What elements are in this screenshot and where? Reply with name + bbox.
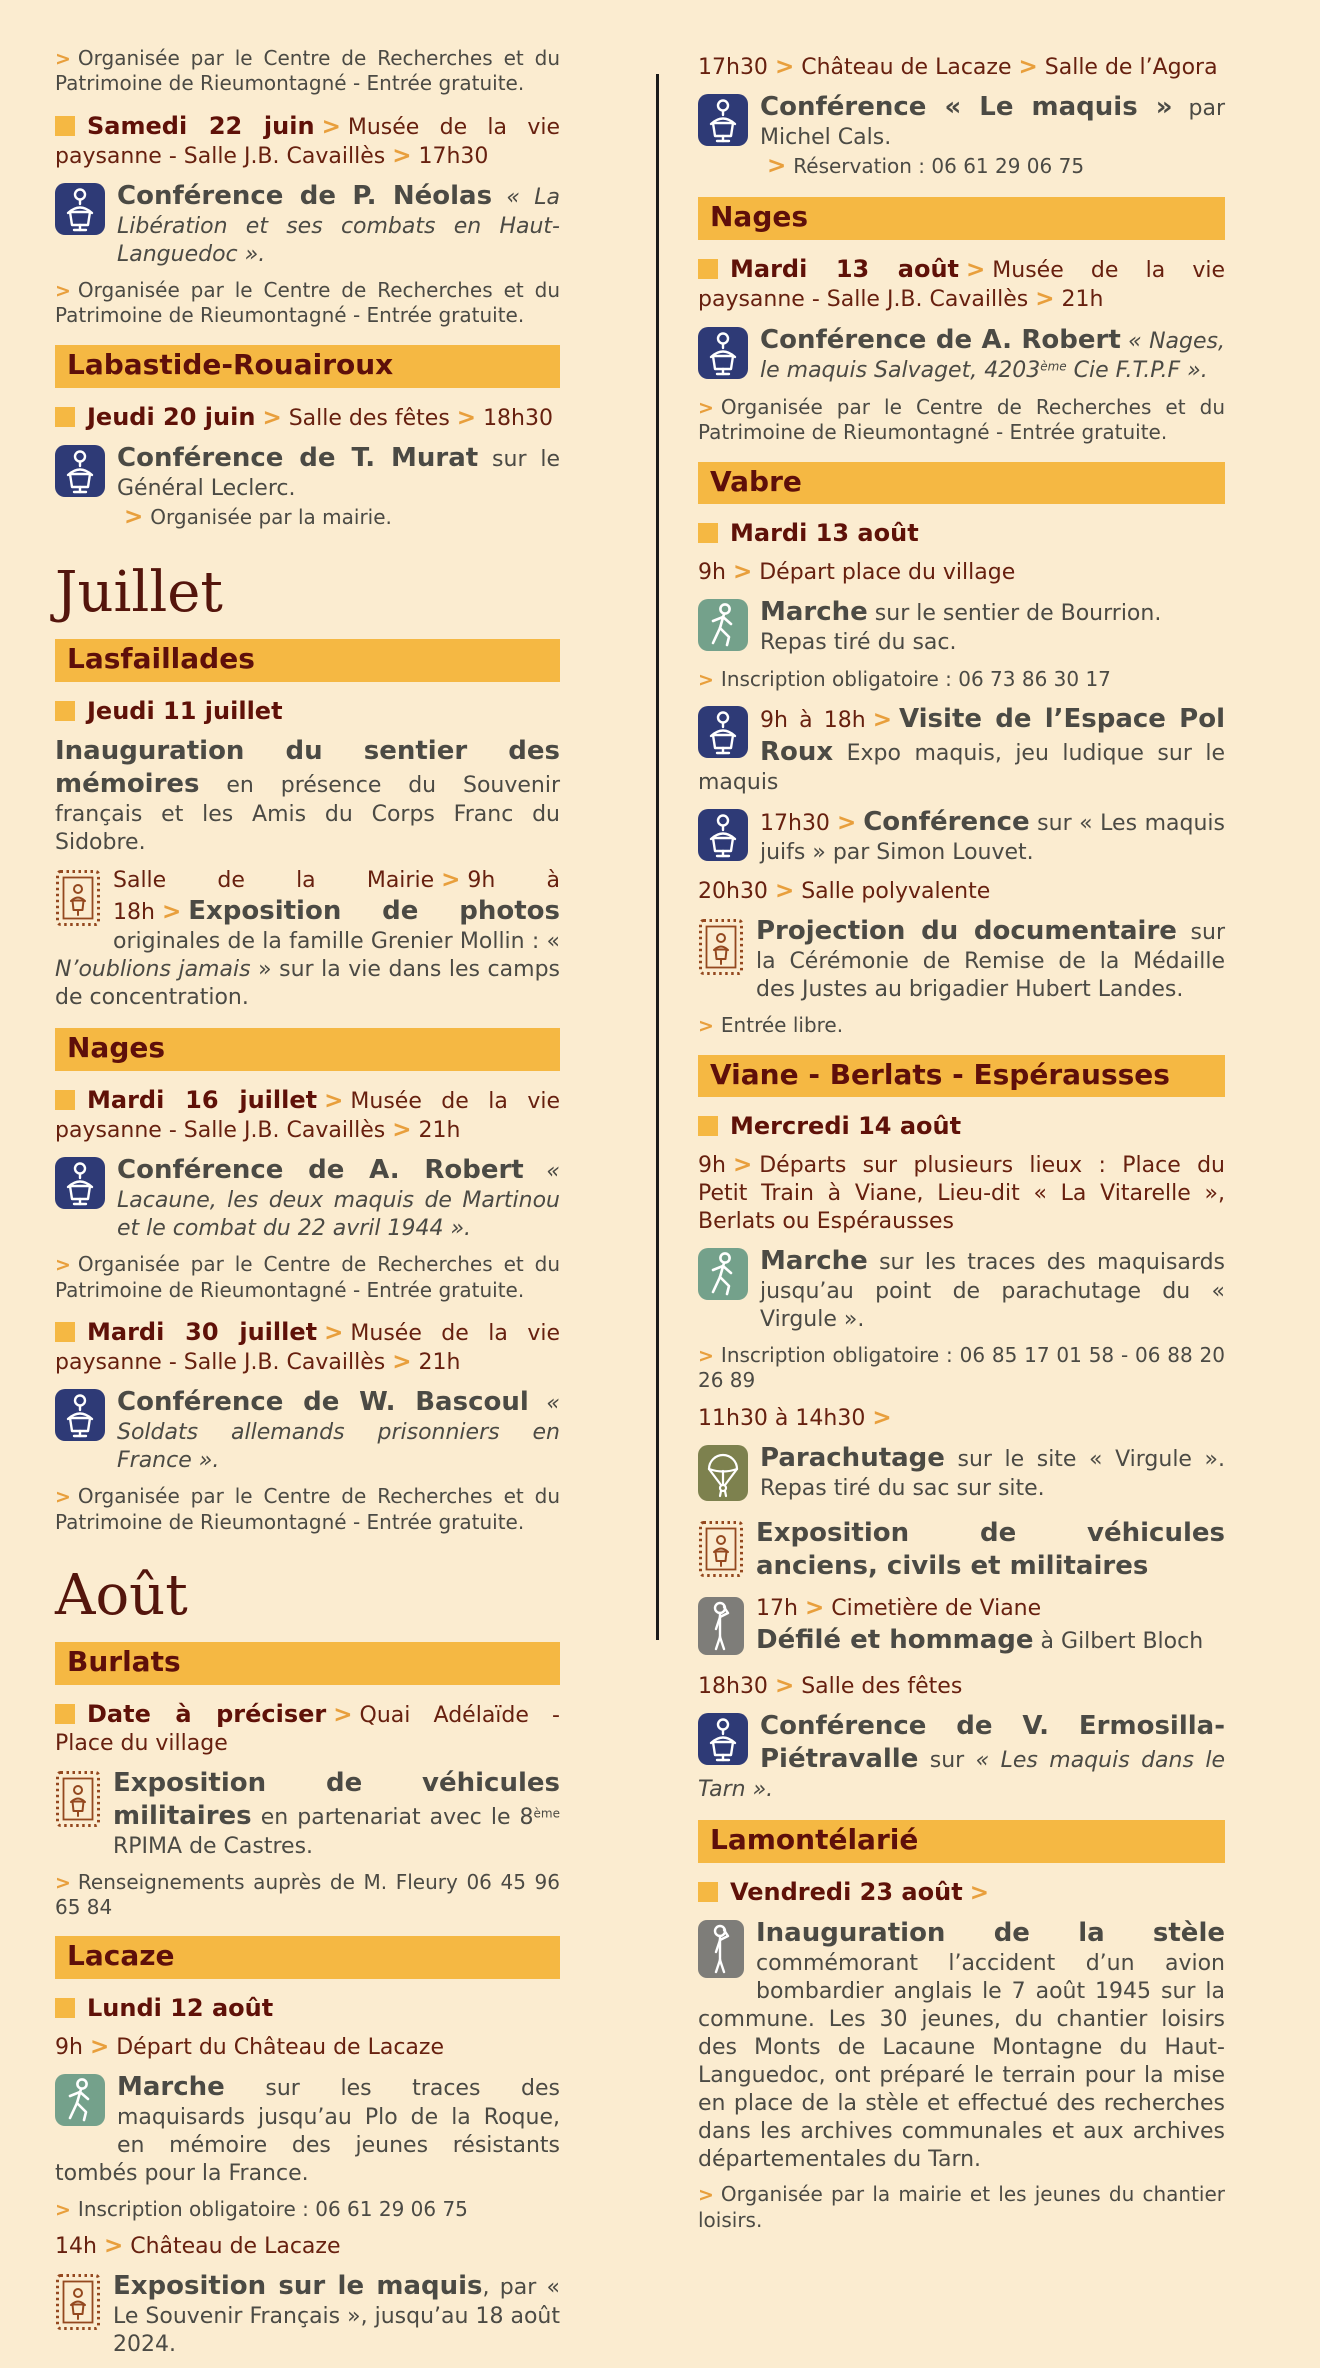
event-date: Mercredi 14 août — [730, 1112, 962, 1141]
organizer-note: Inscription obligatoire : 06 61 29 06 75 — [77, 2196, 468, 2221]
event-title: Exposition de véhicules militaires — [113, 1767, 560, 1831]
event-title: Conférence de T. Murat — [117, 442, 479, 473]
event-subline — [698, 152, 1225, 181]
left-column — [55, 44, 560, 2368]
event-title: Conférence de A. Robert — [760, 324, 1121, 355]
event-description: Repas tiré du sac. — [760, 630, 957, 656]
chevron-icon: > — [392, 1117, 412, 1144]
event-date: Mardi 30 juillet — [87, 1317, 318, 1346]
section-title: Viane - Berlats - Espérausses — [710, 1057, 1170, 1091]
chevron-icon: > — [732, 1151, 753, 1178]
info-line — [698, 667, 1225, 692]
date-line — [55, 1993, 560, 2023]
date-bullet — [55, 701, 75, 721]
venue-time-label: Musée de la vie paysanne - Salle J.B. Cavaillès — [55, 1088, 560, 1144]
date-line — [55, 696, 560, 726]
section-title: Lamontélarié — [710, 1822, 919, 1856]
venue-time-label: 17h — [756, 1596, 798, 1622]
event-quote: « La Libération et ses combats en Haut-Languedoc ». — [117, 185, 560, 268]
info-line — [55, 1870, 560, 1921]
chevron-icon: > — [392, 142, 412, 169]
event-date: Jeudi 11 juillet — [87, 696, 283, 725]
event-description: sur « Les maquis juifs » par Simon Louvet. — [760, 810, 1225, 865]
venue-time-label: Château de Lacaze — [801, 55, 1012, 80]
venue-time-label: 9h à 18h — [760, 707, 866, 733]
organizer-note: Organisée par le Centre de Recherches et du Patrimoine de Rieumontagné - Entrée gratuite. — [55, 1252, 560, 1302]
conference-icon — [55, 1157, 105, 1214]
event-description: sur le Général Leclerc. — [117, 446, 561, 501]
section-header — [698, 1820, 1225, 1863]
soldier-icon — [698, 1920, 744, 1983]
event-item — [55, 442, 560, 532]
organizer-note: Organisée par le Centre de Recherches et du Patrimoine de Rieumontagné - Entrée gratuite. — [698, 394, 1225, 445]
section-header — [55, 1936, 560, 1979]
venue-time-label: Château de Lacaze — [130, 2234, 341, 2260]
event-description: originales de la famille Grenier Mollin : « — [113, 929, 560, 955]
event-subline — [698, 1624, 1225, 1657]
month-heading: Juillet — [55, 560, 223, 626]
event-quote: « Lacaune, les deux maquis de Martinou et le combat du 22 avril 1944 ». — [117, 1159, 560, 1242]
conference-icon — [55, 445, 105, 502]
organizer-note: Inscription obligatoire : 06 73 86 30 17 — [720, 667, 1111, 692]
chevron-icon: > — [836, 809, 857, 836]
event-title: Parachutage — [760, 1442, 945, 1473]
organizer-note: Organisée par le Centre de Recherches et du Patrimoine de Rieumontagné - Entrée gratuite. — [55, 46, 560, 96]
chevron-icon: > — [55, 1871, 71, 1894]
event-title: Exposition de véhicules anciens, civils et militaires — [756, 1518, 1225, 1582]
organizer-note: Entrée libre. — [720, 1013, 844, 1038]
event-date: Samedi 22 juin — [87, 111, 315, 140]
section-header — [55, 639, 560, 682]
chevron-icon: > — [124, 503, 144, 530]
chevron-icon: > — [89, 2033, 110, 2060]
section-title: Nages — [67, 1031, 166, 1065]
event-item — [698, 1245, 1225, 1334]
chevron-icon: > — [321, 113, 341, 140]
chevron-icon: > — [969, 1879, 989, 1906]
venue-time-label: 21h — [418, 1118, 461, 1144]
event-date: Lundi 12 août — [87, 1994, 274, 2023]
section-header — [55, 1028, 560, 1071]
time-line — [698, 877, 1225, 906]
chevron-icon: > — [333, 1701, 353, 1728]
section-header — [698, 1055, 1225, 1098]
venue-time-label: 9h — [698, 559, 726, 585]
conference-icon — [698, 1713, 748, 1770]
event-title: Conférence de V. Ermosilla-Piétravalle — [760, 1710, 1225, 1774]
event-quote: « Les maquis dans le Tarn ». — [698, 1747, 1225, 1802]
chevron-icon: > — [324, 1319, 344, 1346]
conference-icon — [55, 183, 105, 240]
chevron-icon: > — [55, 280, 71, 303]
event-item — [698, 324, 1225, 386]
info-line — [55, 278, 560, 329]
info-line — [55, 1252, 560, 1303]
column-divider — [656, 74, 659, 1640]
event-title: Défilé et hommage — [756, 1624, 1034, 1655]
venue-time-label: Départs sur plusieurs lieux : Place du Petit Train à Viane, Lieu-dit « La Vitarelle », Berlats ou Espérausses — [698, 1152, 1225, 1234]
chevron-icon: > — [767, 153, 787, 180]
event-description: RPIMA de Castres. — [113, 1833, 314, 1859]
venue-time-label: 11h30 à 14h30 — [698, 1405, 866, 1431]
venue-time-label: Musée de la vie paysanne - Salle J.B. Cavaillès — [698, 258, 1226, 313]
chevron-icon: > — [55, 48, 71, 70]
time-line — [698, 558, 1225, 587]
event-item — [698, 1710, 1225, 1804]
chevron-icon: > — [392, 1349, 412, 1376]
event-title: Marche — [117, 2071, 225, 2102]
chevron-icon: > — [55, 1486, 71, 1509]
organizer-note: Réservation : 06 61 29 06 75 — [793, 154, 1085, 179]
event-description: sur les traces des maquisards jusqu’au point de parachutage du « Virgule ». — [760, 1249, 1225, 1332]
marche-icon — [55, 2074, 105, 2131]
chevron-icon: > — [324, 1087, 344, 1114]
chevron-icon: > — [698, 669, 714, 692]
date-bullet — [55, 1322, 75, 1342]
section-title: Lacaze — [67, 1939, 175, 1973]
date-line — [698, 254, 1225, 314]
venue-time-label: 21h — [1061, 287, 1104, 313]
event-title: Conférence de P. Néolas — [117, 181, 493, 212]
event-title: Exposition sur le maquis — [113, 2271, 483, 2302]
venue-time-label: Musée de la vie paysanne - Salle J.B. Cavaillès — [55, 114, 561, 169]
month-heading: Août — [55, 1562, 188, 1628]
event-title: Conférence « Le maquis » — [760, 92, 1173, 123]
organizer-note: Inscription obligatoire : 06 85 17 01 58 - 06 88 20 26 89 — [698, 1342, 1225, 1393]
venue-time-label: 18h30 — [698, 1673, 768, 1699]
time-line — [698, 1151, 1225, 1236]
venue-time-label: 17h30 — [418, 143, 489, 169]
venue-time-label: 9h — [55, 2034, 83, 2060]
venue-time-label: Quai Adélaïde - Place du village — [55, 1702, 560, 1756]
event-item — [55, 1154, 560, 1243]
section-header — [698, 462, 1225, 505]
chevron-icon: > — [55, 2198, 71, 2221]
expo-icon — [55, 2273, 101, 2336]
time-line — [55, 2033, 560, 2062]
time-line — [55, 2232, 560, 2261]
section-header — [55, 1642, 560, 1685]
chevron-icon: > — [456, 404, 477, 431]
date-bullet — [698, 523, 718, 543]
event-description: sur la Cérémonie de Remise de la Médaille des Justes au brigadier Hubert Landes. — [756, 920, 1225, 1003]
paragraph — [55, 735, 560, 857]
event-item — [698, 1594, 1225, 1662]
info-line — [55, 46, 560, 97]
venue-time-label: Salle polyvalente — [801, 879, 991, 905]
event-title: Inauguration de la stèle — [756, 1917, 1225, 1948]
marche-icon — [698, 599, 748, 656]
venue-time-label: Musée de la vie paysanne - Salle J.B. Cavaillès — [55, 1320, 560, 1376]
event-description: à Gilbert Bloch — [1033, 1628, 1204, 1654]
date-line — [55, 402, 560, 433]
superscript: ème — [1040, 359, 1067, 374]
event-title: Conférence de W. Bascoul — [117, 1387, 529, 1418]
chevron-icon: > — [698, 1344, 714, 1367]
chevron-icon: > — [774, 878, 795, 905]
venue-time-label: 20h30 — [698, 879, 768, 905]
date-line — [698, 1877, 1225, 1908]
event-description: sur le sentier de Bourrion. — [867, 601, 1162, 627]
event-title: Exposition de photos — [188, 896, 560, 927]
info-line — [698, 1343, 1225, 1394]
date-bullet — [55, 1090, 75, 1110]
event-subline — [698, 629, 1225, 657]
info-line — [698, 395, 1225, 446]
expo-icon — [698, 1520, 744, 1583]
parachute-icon — [698, 1445, 748, 1506]
chevron-icon: > — [55, 1254, 71, 1277]
event-item — [55, 2270, 560, 2359]
event-quote: Cie F.T.P.F ». — [1066, 357, 1208, 383]
venue-time-label: Salle de la Mairie — [113, 867, 435, 893]
event-description: sur le site « Virgule ». Repas tiré du sac sur site. — [760, 1446, 1225, 1501]
date-line — [55, 1699, 560, 1758]
section-title: Lasfaillades — [67, 641, 255, 675]
event-date: Mardi 13 août — [730, 519, 919, 548]
right-column — [698, 44, 1225, 2243]
event-title: Conférence de A. Robert — [117, 1155, 524, 1186]
time-line — [698, 53, 1225, 82]
event-item — [698, 1517, 1225, 1585]
event-description: en présence du Souvenir français et les Amis du Corps Franc du Sidobre. — [55, 773, 560, 856]
date-bullet — [55, 1704, 75, 1724]
chevron-icon: > — [1018, 54, 1038, 80]
event-description: , par « Le Souvenir Français », jusqu’au 18 août 2024. — [113, 2275, 560, 2358]
event-subline — [55, 503, 560, 532]
event-item — [55, 866, 560, 1012]
expo-icon — [698, 918, 744, 981]
event-date: Vendredi 23 août — [730, 1877, 963, 1906]
event-item — [698, 915, 1225, 1004]
venue-time-label: 21h — [418, 1350, 461, 1376]
date-bullet — [698, 259, 718, 279]
section-header — [698, 197, 1225, 240]
event-date: Mardi 16 juillet — [87, 1085, 318, 1114]
event-item — [698, 596, 1225, 658]
chevron-icon: > — [262, 404, 282, 431]
event-title: Marche — [760, 597, 868, 628]
section-title: Nages — [710, 200, 809, 234]
conference-icon — [698, 706, 748, 763]
event-item — [55, 1767, 560, 1861]
time-line — [698, 1672, 1225, 1701]
date-bullet — [698, 1882, 718, 1902]
superscript: ème — [533, 1806, 560, 1821]
chevron-icon: > — [161, 899, 182, 926]
event-title: Marche — [760, 1245, 868, 1276]
conference-icon — [698, 94, 748, 151]
organizer-note: Organisée par le Centre de Recherches et du Patrimoine de Rieumontagné - Entrée gratuite. — [55, 1484, 560, 1534]
date-bullet — [698, 1116, 718, 1136]
expo-icon — [55, 869, 101, 932]
info-line — [698, 2182, 1225, 2233]
event-item — [698, 703, 1225, 797]
chevron-icon: > — [774, 1672, 795, 1699]
info-line — [55, 1484, 560, 1535]
expo-icon — [55, 1770, 101, 1833]
event-item — [55, 1386, 560, 1475]
venue-time-label: Cimetière de Viane — [831, 1596, 1042, 1622]
venue-time-label: Salle de l’Agora — [1044, 55, 1218, 80]
event-description: Expo maquis, jeu ludique sur le maquis — [698, 740, 1225, 795]
event-date: Date à préciser — [87, 1699, 327, 1728]
venue-time-label: 14h — [55, 2234, 97, 2260]
soldier-icon — [698, 1597, 744, 1660]
event-title: Inauguration du sentier des mémoires — [55, 736, 560, 800]
date-line — [698, 1111, 1225, 1141]
event-item — [698, 1917, 1225, 2174]
event-description: commémorant l’accident d’un avion bombardier anglais le 7 août 1945 sur la commune. Les 30 jeunes, du chantier loisirs des Monts de Lacaune Montagne du Haut-Languedoc, ont préparé le terrain pour la mise en place de la stèle et effectué des recherches dans les archives communales et aux archives départementales du Tarn. — [698, 1950, 1225, 2172]
event-date: Mardi 13 août — [730, 255, 960, 284]
venue-time-label: 18h30 — [483, 405, 553, 431]
venue-time-label: 17h30 — [698, 55, 768, 80]
chevron-icon: > — [698, 2184, 714, 2207]
event-description: » sur la vie dans les camps de concentration. — [55, 957, 560, 1011]
organizer-note: Organisée par le Centre de Recherches et du Patrimoine de Rieumontagné - Entrée gratuite. — [55, 278, 560, 328]
venue-time-label: Départ du Château de Lacaze — [116, 2034, 444, 2060]
conference-icon — [698, 327, 748, 384]
event-description: en partenariat avec le 8 — [251, 1804, 534, 1830]
event-item — [55, 180, 560, 269]
chevron-icon: > — [872, 706, 892, 733]
event-item — [55, 2071, 560, 2188]
section-header — [55, 345, 560, 388]
event-title: Visite de l’Espace Pol Roux — [760, 703, 1225, 767]
event-quote: « Nages, le maquis Salvaget, 4203 — [760, 328, 1225, 383]
date-bullet — [55, 1998, 75, 2018]
event-title: Projection du documentaire — [756, 916, 1177, 947]
venue-time-label: Départ place du village — [759, 559, 1016, 585]
chevron-icon: > — [872, 1404, 892, 1431]
chevron-icon: > — [103, 2233, 124, 2260]
event-description: par Michel Cals. — [760, 96, 1226, 151]
section-title: Vabre — [710, 464, 802, 498]
section-title: Labastide-Rouairoux — [67, 347, 394, 381]
chevron-icon: > — [441, 866, 461, 893]
time-line — [698, 1404, 1225, 1433]
chevron-icon: > — [698, 396, 714, 419]
conference-icon — [698, 809, 748, 866]
event-title: Conférence — [863, 806, 1030, 837]
date-bullet — [55, 407, 75, 427]
event-quote: « Soldats allemands prisonniers en France ». — [117, 1391, 560, 1474]
date-line — [55, 1317, 560, 1377]
venue-time-label: 9h — [698, 1152, 726, 1178]
venue-time-label: Salle des fêtes — [288, 405, 450, 431]
chevron-icon: > — [1035, 286, 1055, 313]
event-item — [698, 91, 1225, 181]
chevron-icon: > — [966, 257, 986, 284]
organizer-note: Organisée par la mairie et les jeunes du chantier loisirs. — [698, 2182, 1225, 2232]
event-date: Jeudi 20 juin — [87, 402, 256, 431]
venue-time-label: 9h à 18h — [113, 867, 560, 926]
conference-icon — [55, 1389, 105, 1446]
date-line — [698, 518, 1225, 548]
date-bullet — [55, 116, 75, 136]
info-line — [698, 1013, 1225, 1038]
event-description: sur les traces des maquisards jusqu’au Plo de la Roque, en mémoire des jeunes résistants tombés pour la France. — [55, 2075, 560, 2186]
venue-time-label: Salle des fêtes — [801, 1673, 963, 1699]
date-line — [55, 111, 560, 171]
event-description: sur — [918, 1747, 965, 1773]
event-item — [698, 806, 1225, 868]
venue-time-label: 17h30 — [760, 810, 830, 836]
organizer-note: Organisée par la mairie. — [150, 504, 392, 529]
event-item — [698, 1442, 1225, 1508]
date-line — [55, 1085, 560, 1145]
event-quote: N’oublions jamais — [55, 957, 251, 983]
chevron-icon: > — [804, 1595, 825, 1622]
chevron-icon: > — [732, 558, 753, 585]
section-title: Burlats — [67, 1644, 181, 1678]
chevron-icon: > — [698, 1015, 714, 1038]
chevron-icon: > — [774, 54, 795, 80]
info-line — [55, 2197, 560, 2222]
marche-icon — [698, 1248, 748, 1305]
organizer-note: Renseignements auprès de M. Fleury 06 45 96 65 84 — [55, 1869, 560, 1920]
